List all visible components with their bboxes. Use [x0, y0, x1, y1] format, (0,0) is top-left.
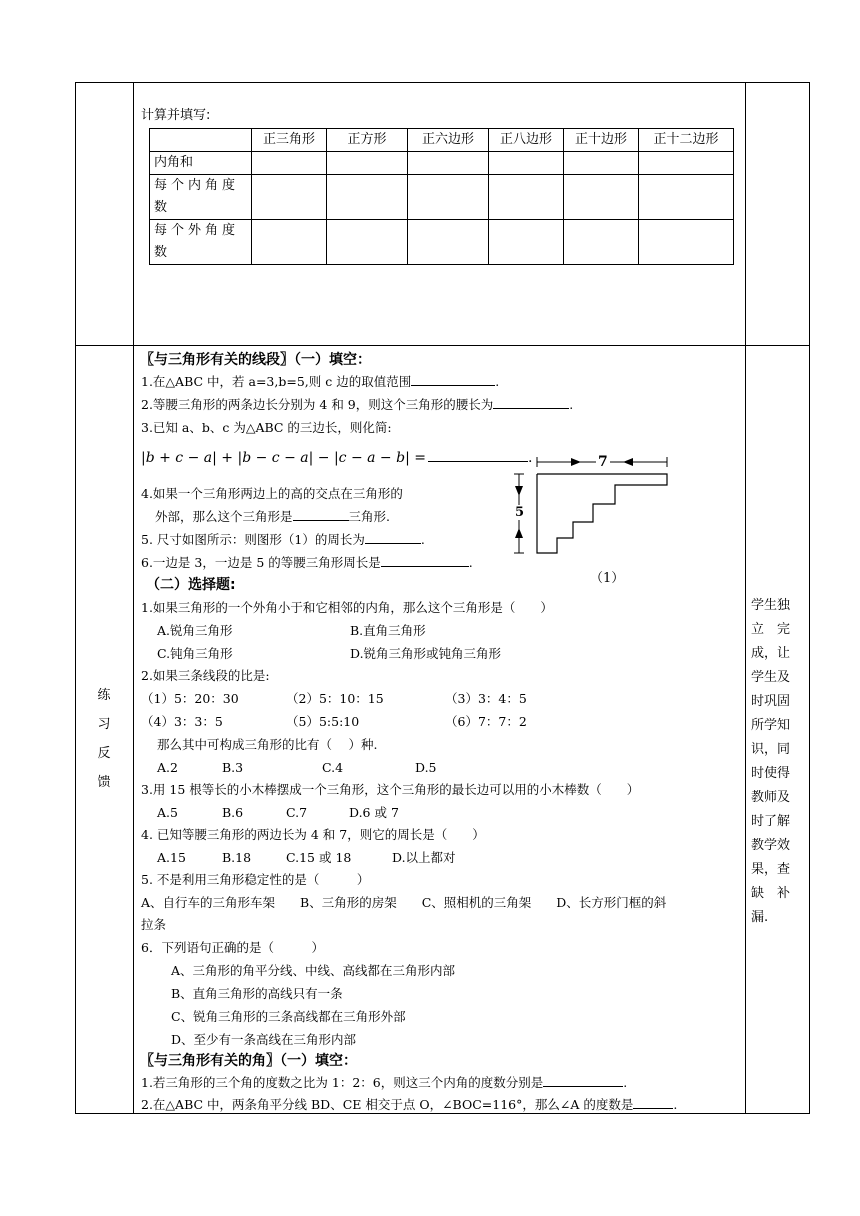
- question-text: 1.在△ABC 中，若 a=3,b=5,则 c 边的取值范围: [141, 374, 412, 389]
- side-note-line: 时了解: [751, 814, 791, 829]
- question-text: 1.若三角形的三个角的度数之比为 1：2：6，则这三个内角的度数分别是: [141, 1075, 544, 1090]
- choice-1-option-c[interactable]: C.钝角三角形: [157, 646, 233, 661]
- col-divider-2: [745, 82, 746, 1114]
- question-text: 5. 尺寸如图所示：则图形（1）的周长为: [141, 532, 365, 547]
- answer-blank[interactable]: [381, 555, 469, 567]
- choice-5: 5. 不是利用三角形稳定性的是（ ）: [141, 872, 370, 887]
- side-note-line: 教学效: [751, 838, 791, 853]
- choice-2: 2.如果三条线段的比是:: [141, 668, 270, 683]
- table-row: [150, 220, 734, 265]
- figure-height-label: 5: [515, 505, 525, 520]
- side-label-left: [88, 681, 120, 797]
- choice-2-question: 那么其中可构成三角形的比有（ ）种.: [157, 737, 378, 752]
- outer-top-border: [75, 82, 810, 83]
- answer-cell[interactable]: [564, 152, 639, 175]
- question-4: [141, 486, 403, 502]
- side-note-line: 果，查: [751, 862, 791, 877]
- choice-1-option-a[interactable]: A.锐角三角形: [157, 623, 233, 638]
- choice-6: 6．下列语句正确的是（ ）: [141, 940, 324, 955]
- question-text: 三角形.: [348, 509, 390, 524]
- staircase-figure: [505, 452, 675, 562]
- choice-6-option-c[interactable]: C、锐角三角形的三条高线都在三角形外部: [171, 1009, 406, 1024]
- choice-3-option-d[interactable]: D.6 或 7: [349, 805, 399, 820]
- answer-blank[interactable]: [543, 1075, 623, 1087]
- outer-left-border: [75, 82, 76, 1114]
- row-label: 每个内角度数: [150, 175, 252, 220]
- question-4-cont: [155, 509, 390, 525]
- answer-cell[interactable]: [489, 152, 564, 175]
- polygon-angle-table: [149, 128, 734, 265]
- ratio-3: （3）3：4：5: [445, 691, 527, 706]
- answer-blank[interactable]: [293, 509, 349, 521]
- side-note-line: 成，让: [751, 646, 791, 661]
- choice-6-option-b[interactable]: B、直角三角形的高线只有一条: [171, 986, 343, 1001]
- answer-blank[interactable]: [365, 532, 421, 544]
- outer-bottom-border: [75, 1113, 810, 1114]
- col-divider-1: [133, 82, 134, 1114]
- side-note-line: 漏.: [751, 910, 769, 925]
- table-header-row: [150, 129, 734, 152]
- answer-blank[interactable]: [493, 397, 569, 409]
- choice-section-title: （二）选择题:: [146, 577, 236, 593]
- choice-6-option-a[interactable]: A、三角形的角平分线、中线、高线都在三角形内部: [171, 963, 456, 978]
- table-header-cell: 正三角形: [252, 129, 327, 152]
- question-text: 4.如果一个三角形两边上的高的交点在三角形的: [141, 486, 403, 501]
- answer-cell[interactable]: [327, 152, 408, 175]
- ratio-1: （1）5：20：30: [141, 691, 239, 706]
- side-note-line: 识，同: [751, 742, 791, 757]
- table-header-cell: 正十边形: [564, 129, 639, 152]
- outer-right-border: [809, 82, 810, 1114]
- choice-1-option-b[interactable]: B.直角三角形: [350, 623, 426, 638]
- side-char: 反: [97, 746, 111, 761]
- table-header-cell: 正方形: [327, 129, 408, 152]
- question-text: 3.已知 a、b、c 为△ABC 的三边长，则化简:: [141, 420, 392, 435]
- figure-width-label: 7: [598, 454, 608, 470]
- ratio-2: （2）5：10：15: [286, 691, 384, 706]
- answer-cell[interactable]: [327, 175, 408, 220]
- question-2: 2.等腰三角形的两条边长分别为 4 和 9，则这个三角形的腰长为 .: [141, 397, 574, 412]
- side-char: 练: [97, 688, 111, 703]
- answer-cell[interactable]: [252, 152, 327, 175]
- side-note-line: 学生及: [751, 670, 791, 685]
- section-title-segments: 〖与三角形有关的线段〗（一）填空：: [140, 352, 371, 368]
- side-char: 馈: [97, 775, 111, 790]
- question-text: 外部，那么这个三角形是: [155, 509, 293, 524]
- table-header-cell: 正十二边形: [639, 129, 734, 152]
- choice-3-option-c[interactable]: C.7: [286, 805, 308, 820]
- choice-4-option-b[interactable]: B.18: [222, 850, 252, 865]
- answer-cell[interactable]: [408, 175, 489, 220]
- answer-cell[interactable]: [639, 175, 734, 220]
- answer-cell[interactable]: [252, 220, 327, 265]
- answer-cell[interactable]: [489, 220, 564, 265]
- choice-4-option-d[interactable]: D.以上都对: [392, 850, 456, 865]
- answer-cell[interactable]: [252, 175, 327, 220]
- math-expression: |b + c − a| + |b − c − a| − |c − a − b| =: [141, 450, 426, 466]
- side-note-line: 所学知: [751, 718, 791, 733]
- table-row: [150, 152, 734, 175]
- side-note-right: [751, 594, 805, 930]
- answer-cell[interactable]: [408, 152, 489, 175]
- question-text: 2.在△ABC 中，两条角平分线 BD、CE 相交于点 O，∠BOC=116°，那么∠A 的度数是: [141, 1097, 634, 1112]
- choice-6-option-d[interactable]: D、至少有一条高线在三角形内部: [171, 1032, 357, 1047]
- table-header-cell: 正八边形: [489, 129, 564, 152]
- side-note-line: 时使得: [751, 766, 791, 781]
- side-char: 习: [97, 717, 111, 732]
- section-title-angles: 〖与三角形有关的角〗（一）填空：: [140, 1053, 357, 1069]
- choice-4-option-a[interactable]: A.15: [157, 850, 186, 865]
- question-3-expression: |b + c − a| + |b − c − a| − |c − a − b| = .: [141, 450, 533, 466]
- answer-blank[interactable]: [411, 374, 495, 386]
- answer-cell[interactable]: [639, 152, 734, 175]
- answer-cell[interactable]: [564, 220, 639, 265]
- choice-5-options-cont: 拉条: [141, 917, 167, 932]
- table-row: [150, 175, 734, 220]
- angle-question-1: 1.若三角形的三个角的度数之比为 1：2：6，则这三个内角的度数分别是 .: [141, 1075, 628, 1090]
- choice-2-option-b[interactable]: B.3: [222, 760, 244, 775]
- question-text: 6.一边是 3，一边是 5 的等腰三角形周长是: [141, 555, 381, 570]
- figure-caption: （1）: [590, 571, 625, 586]
- choice-4-option-c[interactable]: C.15 或 18: [286, 850, 352, 865]
- question-5: 5. 尺寸如图所示：则图形（1）的周长为 .: [141, 532, 425, 547]
- calc-heading: 计算并填写:: [141, 108, 211, 123]
- ratio-5: （5）5:5:10: [286, 714, 360, 729]
- choice-5-options[interactable]: A、自行车的三角形车架 B、三角形的房架 C、照相机的三角架 D、长方形门框的斜: [141, 895, 667, 910]
- choice-2-option-d[interactable]: D.5: [415, 760, 437, 775]
- table-header-cell: [150, 129, 252, 152]
- question-1: 1.在△ABC 中，若 a=3,b=5,则 c 边的取值范围 .: [141, 374, 500, 389]
- choice-1-option-d[interactable]: D.锐角三角形或钝角三角形: [350, 646, 502, 661]
- choice-3-option-a[interactable]: A.5: [157, 805, 178, 820]
- answer-cell[interactable]: [489, 175, 564, 220]
- side-note-line: 学生独: [751, 598, 791, 613]
- answer-cell[interactable]: [327, 220, 408, 265]
- ratio-4: （4）3：3：5: [141, 714, 223, 729]
- side-note-line: 立 完: [751, 622, 791, 637]
- answer-cell[interactable]: [639, 220, 734, 265]
- question-text: 2.等腰三角形的两条边长分别为 4 和 9，则这个三角形的腰长为: [141, 397, 494, 412]
- table-header-cell: 正六边形: [408, 129, 489, 152]
- choice-1: 1.如果三角形的一个外角小于和它相邻的内角，那么这个三角形是（ ）: [141, 600, 553, 615]
- choice-3-option-b[interactable]: B.6: [222, 805, 244, 820]
- row-divider: [75, 345, 810, 346]
- question-6: 6.一边是 3，一边是 5 的等腰三角形周长是 .: [141, 555, 473, 570]
- choice-2-option-a[interactable]: A.2: [157, 760, 178, 775]
- row-label: 每个外角度数: [150, 220, 252, 265]
- question-3: [141, 420, 392, 436]
- answer-cell[interactable]: [564, 175, 639, 220]
- angle-question-2: 2.在△ABC 中，两条角平分线 BD、CE 相交于点 O，∠BOC=116°，那么∠A 的度数是 .: [141, 1097, 678, 1112]
- answer-blank[interactable]: [633, 1097, 673, 1109]
- row-label: 内角和: [150, 152, 252, 175]
- side-note-line: 时巩固: [751, 694, 791, 709]
- side-note-line: 教师及: [751, 790, 791, 805]
- answer-cell[interactable]: [408, 220, 489, 265]
- ratio-6: （6）7：7：2: [445, 714, 527, 729]
- choice-4: 4. 已知等腰三角形的两边长为 4 和 7，则它的周长是（ ）: [141, 827, 485, 842]
- choice-2-option-c[interactable]: C.4: [322, 760, 344, 775]
- side-note-line: 缺 补: [751, 886, 791, 901]
- choice-3: 3.用 15 根等长的小木棒摆成一个三角形，这个三角形的最长边可以用的小木棒数（ ）: [141, 782, 640, 797]
